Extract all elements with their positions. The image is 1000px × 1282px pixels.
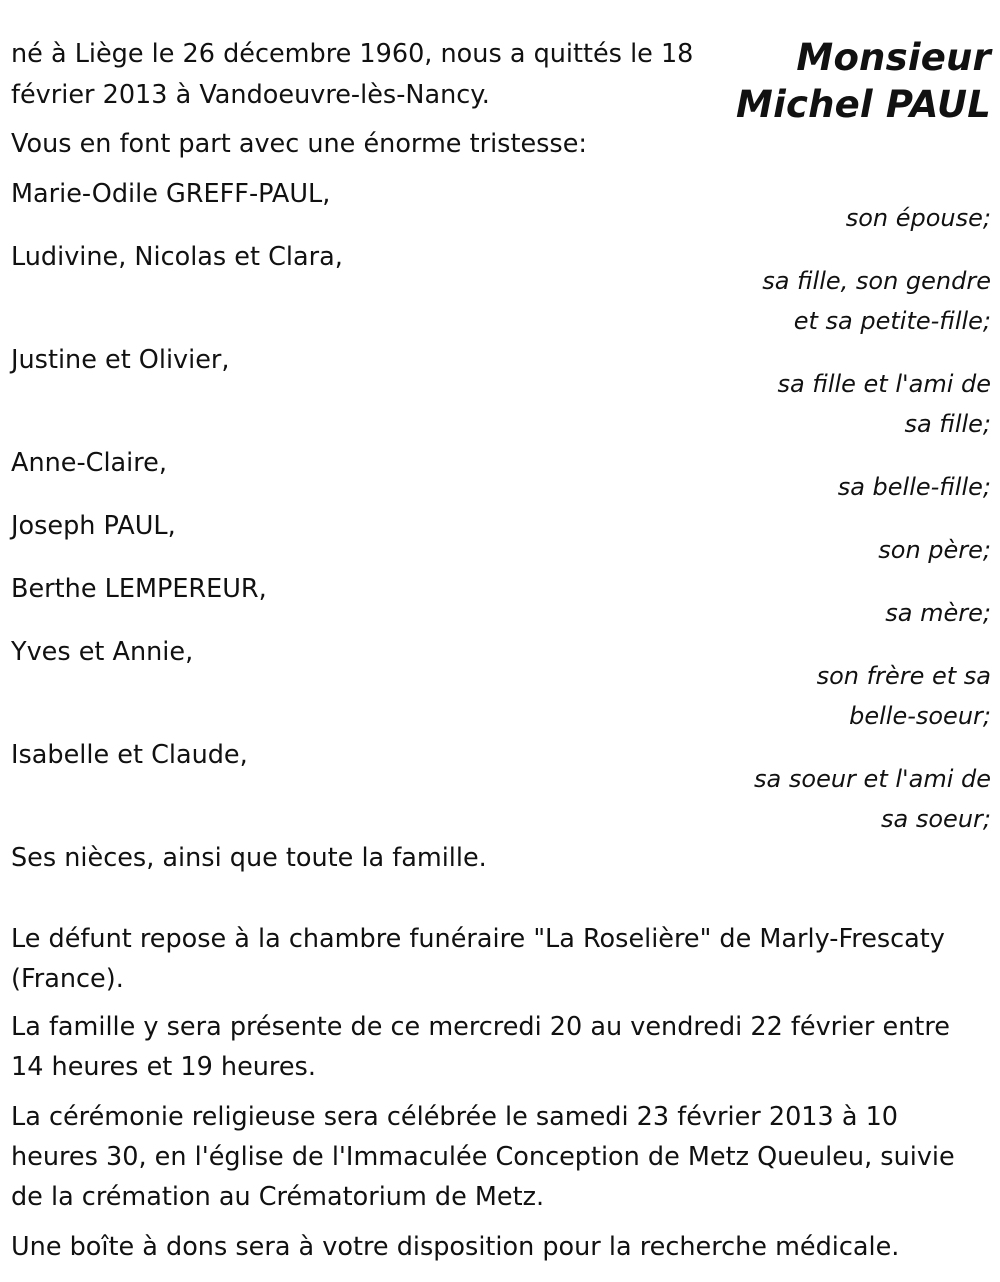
family-member-name: Joseph PAUL, bbox=[11, 511, 176, 541]
family-member-relation: sa soeur et l'ami de sa soeur; bbox=[754, 765, 991, 833]
obituary-page bbox=[11, 0, 991, 1282]
family-member-name: Ludivine, Nicolas et Clara, bbox=[11, 242, 343, 272]
family-member-name: Yves et Annie, bbox=[11, 637, 194, 667]
reposes-line-2: (France). bbox=[11, 964, 124, 994]
family-member-relation: sa belle-fille; bbox=[837, 473, 991, 501]
family-member-relation: sa fille et l'ami de sa fille; bbox=[777, 370, 991, 438]
family-member-relation: son père; bbox=[878, 536, 991, 564]
closing-family-line: Ses nièces, ainsi que toute la famille. bbox=[11, 843, 487, 873]
ceremony-line-3: de la crémation au Crématorium de Metz. bbox=[11, 1182, 545, 1212]
title-name: Michel PAUL bbox=[736, 83, 991, 126]
title-honorific: Monsieur bbox=[796, 36, 991, 79]
deceased-name-title bbox=[736, 34, 991, 128]
family-member-name: Berthe LEMPEREUR, bbox=[11, 574, 267, 604]
family-member-name: Justine et Olivier, bbox=[11, 345, 230, 375]
donation-line: Une boîte à dons sera à votre disposition pour la recherche médicale. bbox=[11, 1232, 900, 1262]
family-member-relation: son frère et sa belle-soeur; bbox=[816, 662, 991, 730]
family-member-relation: son épouse; bbox=[845, 204, 991, 232]
family-member-name: Anne-Claire, bbox=[11, 448, 167, 478]
presence-line-2: 14 heures et 19 heures. bbox=[11, 1052, 316, 1082]
intro-death-line: février 2013 à Vandoeuvre-lès-Nancy. bbox=[11, 80, 490, 110]
reposes-line-1: Le défunt repose à la chambre funéraire "La Roselière" de Marly-Frescaty bbox=[11, 924, 945, 954]
family-member-relation: sa fille, son gendre et sa petite-fille; bbox=[762, 267, 991, 335]
family-member-name: Marie-Odile GREFF-PAUL, bbox=[11, 179, 331, 209]
intro-birth-line: né à Liège le 26 décembre 1960, nous a quittés le 18 bbox=[11, 39, 694, 69]
presence-line-1: La famille y sera présente de ce mercredi 20 au vendredi 22 février entre bbox=[11, 1012, 950, 1042]
intro-announcement: Vous en font part avec une énorme tristesse: bbox=[11, 129, 587, 159]
family-member-name: Isabelle et Claude, bbox=[11, 740, 248, 770]
ceremony-line-2: heures 30, en l'église de l'Immaculée Conception de Metz Queuleu, suivie bbox=[11, 1142, 955, 1172]
family-member-relation: sa mère; bbox=[885, 599, 991, 627]
ceremony-line-1: La cérémonie religieuse sera célébrée le samedi 23 février 2013 à 10 bbox=[11, 1102, 899, 1132]
